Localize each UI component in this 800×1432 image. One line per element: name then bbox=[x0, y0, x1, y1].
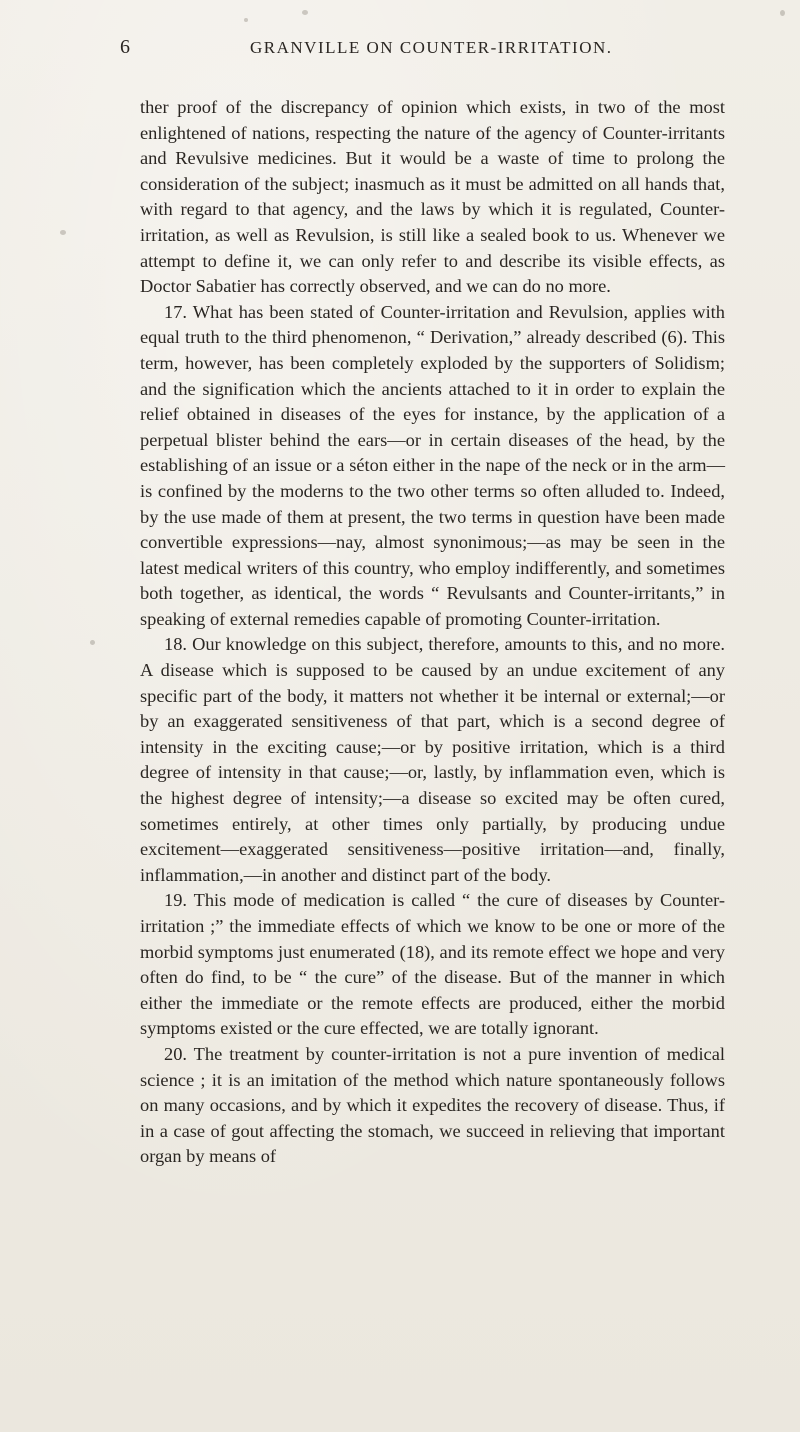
header-title: GRANVILLE ON COUNTER-IRRITATION. bbox=[250, 38, 613, 57]
paragraph-20: 20. The treatment by counter-irritation is not a pure invention of medical science ; it is an imitation of the method which nature spontaneously follows on many occasions, and by which it expedites the recovery of disease. Thus, if in a case of gout affecting the stomach, we succeed in relieving that important organ by means of bbox=[140, 1043, 725, 1167]
paragraph-17: 17. What has been stated of Counter-irritation and Revulsion, applies with equal truth to the third phenomenon, “ Derivation,” already described (6). This term, however, has been completely exploded by the supporters of Solidism; and the signification which the ancients attached to it in order to explain the relief obtained in diseases of the eyes for instance, by the application of a perpetual blister behind the ears—or in certain diseases of the head, by the establishing of an issue or a séton either in the nape of the neck or in the arm—is confined by the moderns to the two other terms so often alluded to. Indeed, by the use made of them at present, the two terms in question have been made convertible expressions—nay, almost synonimous;—as may be seen in the latest medical writers of this country, who employ indifferently, and sometimes both together, as identical, the words “ Revulsants and Counter-irritants,” in speaking of external remedies capable of promoting Counter-irritation. bbox=[140, 301, 725, 629]
page-number: 6 bbox=[120, 36, 131, 58]
paper-fleck bbox=[302, 10, 308, 15]
paragraph-16-continued: ther proof of the discrepancy of opinion which exists, in two of the most enlightened of nations, respecting the nature of the agency of Counter-irritants and Revulsive medicines. But it would be a waste of time to prolong the consideration of the subject; inasmuch as it must be admitted on all hands that, with regard to that agency, and the laws by which it is regulated, Counter-irritation, as well as Revulsion, is still like a sealed book to us. Whenever we attempt to define it, we can only refer to and describe its visible effects, as Doctor Sabatier has correctly observed, and we can do no more. bbox=[140, 97, 725, 297]
paragraph-18: 18. Our knowledge on this subject, therefore, amounts to this, and no more. A disease which is supposed to be caused by an undue excitement of any specific part of the body, it matters not whether it be internal or external;—or by an exaggerated sensitiveness of that part, which is a second degree of intensity in the exciting cause;—or by positive irritation, which is a third degree of intensity in that cause;—or, lastly, by inflammation even, which is the highest degree of intensity;—a disease so excited may be often cured, sometimes entirely, at other times only partially, by producing undue excitement—exaggerated sensitiveness—positive irritation—and, finally, inflammation,—in another and distinct part of the body. bbox=[140, 634, 725, 885]
paper-fleck bbox=[90, 640, 95, 645]
paragraph-19: 19. This mode of medication is called “ the cure of diseases by Counter-irritation ;” the immediate effects of which we know to be one or more of the morbid symptoms just enumerated (18), and its remote effect we hope and very often do find, to be “ the cure” of the disease. But of the manner in which either the immediate or the remote effects are produced, either the morbid symptoms existed or the cure effected, we are totally ignorant. bbox=[140, 890, 725, 1039]
paper-fleck bbox=[60, 230, 66, 235]
body-text bbox=[140, 95, 725, 1170]
running-head bbox=[120, 36, 720, 59]
paper-fleck bbox=[780, 10, 785, 16]
paper-fleck bbox=[244, 18, 248, 22]
